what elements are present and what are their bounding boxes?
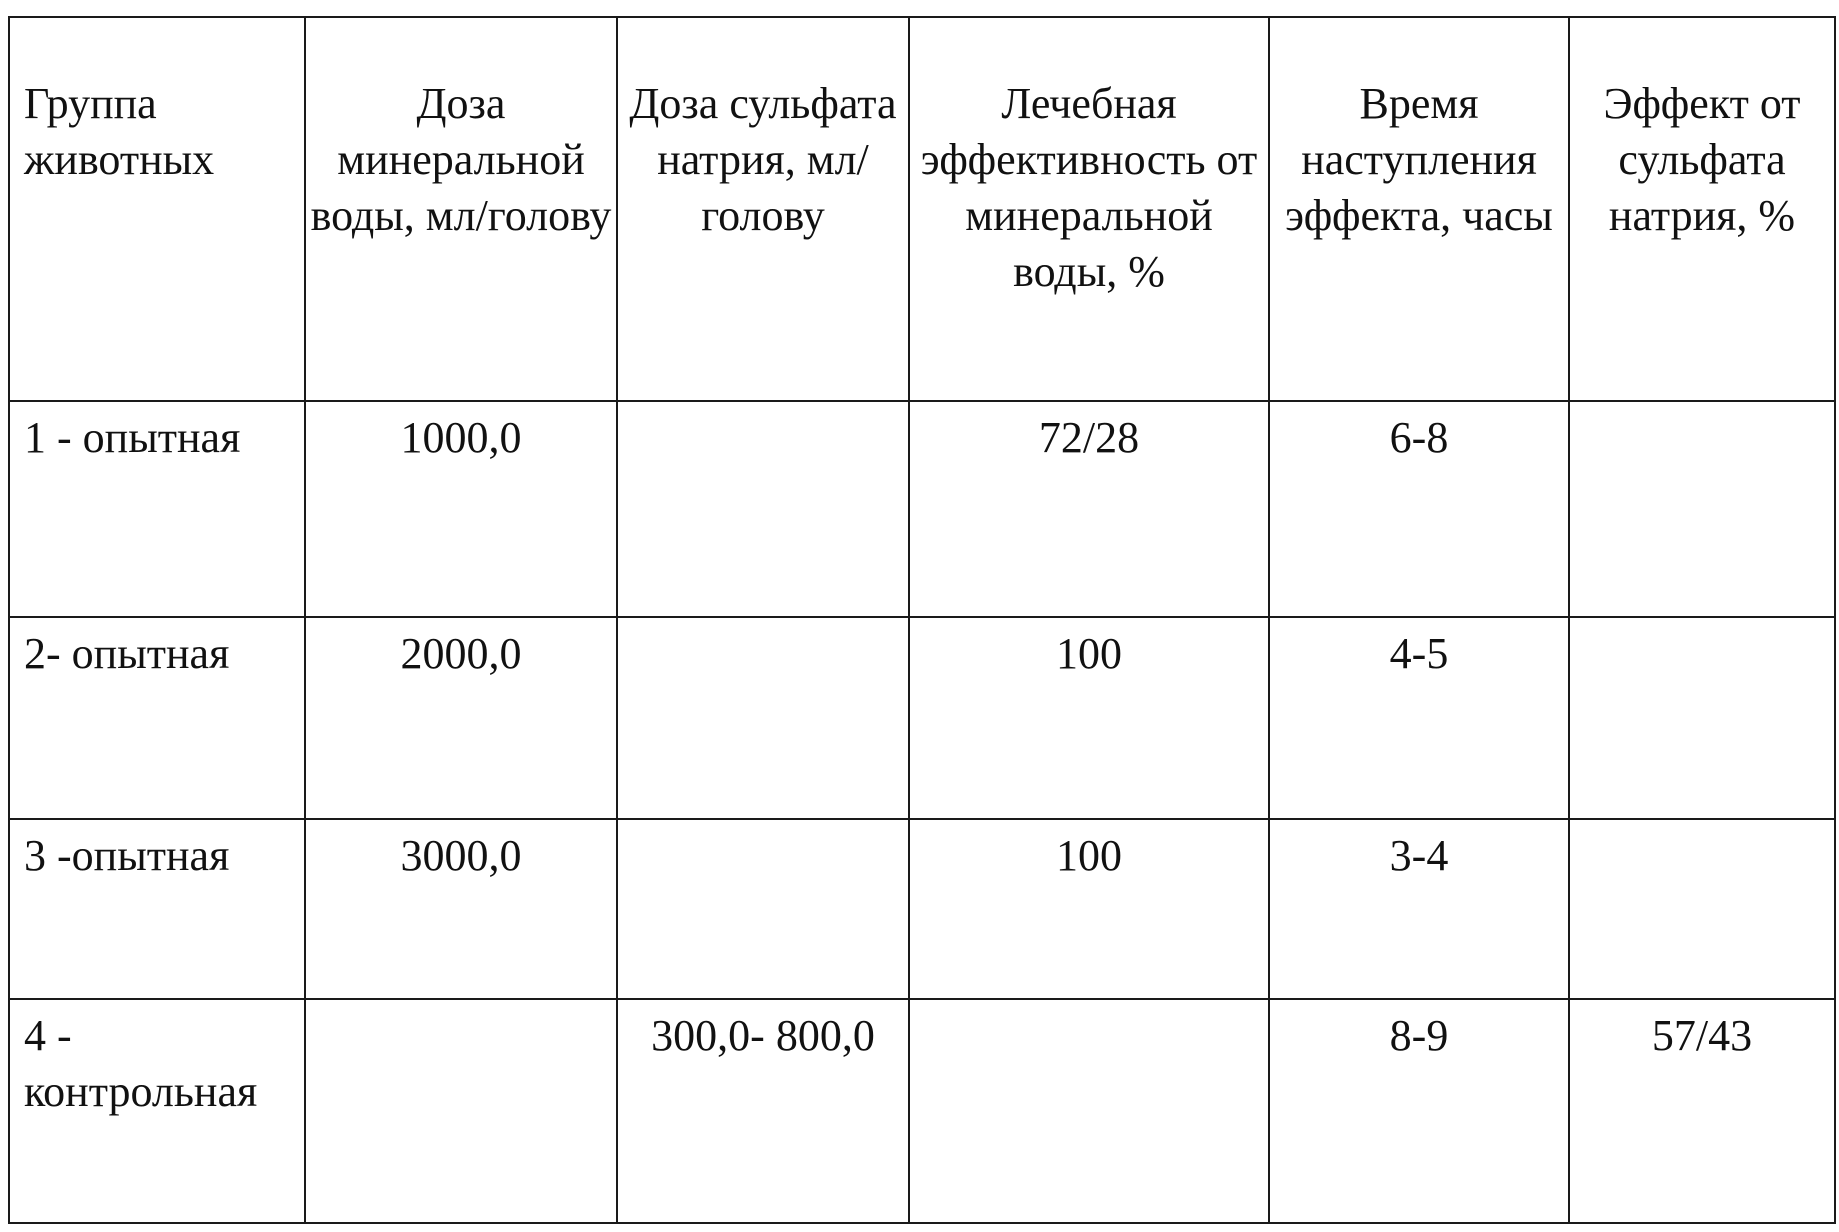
header-sodium-sulfate-effect [1569, 17, 1835, 401]
header-text: Доза сульфата натрия, мл/голову [629, 79, 897, 240]
header-mineral-water-efficacy [909, 17, 1269, 401]
cell-sodium-sulfate-effect [1569, 617, 1835, 819]
results-table [8, 16, 1836, 1224]
cell-text: 2- опытная [24, 629, 230, 678]
cell-mineral-water-dose [305, 999, 617, 1223]
cell-mineral-water-dose [305, 617, 617, 819]
cell-text: 1000,0 [400, 413, 522, 462]
cell-animal-group [9, 819, 305, 999]
table-row [9, 819, 1835, 999]
cell-text: 8-9 [1389, 1011, 1449, 1060]
header-text: Доза минеральной воды, мл/голову [310, 79, 612, 240]
table-row [9, 401, 1835, 617]
cell-text: 300,0- 800,0 [651, 1011, 875, 1060]
table-header-row [9, 17, 1835, 401]
cell-animal-group [9, 999, 305, 1223]
header-text: Группа животных [24, 79, 215, 184]
cell-mineral-water-dose [305, 401, 617, 617]
header-text: Эффект от сульфата натрия, % [1603, 79, 1801, 240]
header-animal-group [9, 17, 305, 401]
cell-effect-onset-time [1269, 999, 1569, 1223]
cell-text: 4 - контрольная [24, 1011, 258, 1116]
cell-mineral-water-efficacy [909, 819, 1269, 999]
cell-text: 3000,0 [400, 831, 522, 880]
header-text: Время наступления эффекта, часы [1285, 79, 1553, 240]
cell-mineral-water-efficacy [909, 617, 1269, 819]
cell-sodium-sulfate-effect [1569, 819, 1835, 999]
header-mineral-water-dose [305, 17, 617, 401]
cell-sodium-sulfate-dose [617, 617, 909, 819]
cell-text: 57/43 [1651, 1011, 1753, 1060]
cell-text: 72/28 [1038, 413, 1140, 462]
cell-text: 6-8 [1389, 413, 1449, 462]
cell-mineral-water-efficacy [909, 999, 1269, 1223]
cell-animal-group [9, 617, 305, 819]
cell-sodium-sulfate-effect [1569, 401, 1835, 617]
cell-sodium-sulfate-dose [617, 999, 909, 1223]
cell-text: 4-5 [1389, 629, 1449, 678]
cell-mineral-water-efficacy [909, 401, 1269, 617]
table-row [9, 617, 1835, 819]
header-sodium-sulfate-dose [617, 17, 909, 401]
cell-sodium-sulfate-effect [1569, 999, 1835, 1223]
cell-text: 3-4 [1389, 831, 1449, 880]
cell-effect-onset-time [1269, 617, 1569, 819]
cell-sodium-sulfate-dose [617, 401, 909, 617]
cell-sodium-sulfate-dose [617, 819, 909, 999]
cell-effect-onset-time [1269, 401, 1569, 617]
cell-text: 3 -опытная [24, 831, 230, 880]
cell-animal-group [9, 401, 305, 617]
cell-text: 1 - опытная [24, 413, 241, 462]
header-effect-onset-time [1269, 17, 1569, 401]
cell-text: 100 [1056, 629, 1122, 678]
cell-text: 100 [1056, 831, 1122, 880]
cell-mineral-water-dose [305, 819, 617, 999]
cell-effect-onset-time [1269, 819, 1569, 999]
table-row [9, 999, 1835, 1223]
cell-text: 2000,0 [400, 629, 522, 678]
header-text: Лечебная эффективность от минеральной воды, % [920, 79, 1258, 296]
